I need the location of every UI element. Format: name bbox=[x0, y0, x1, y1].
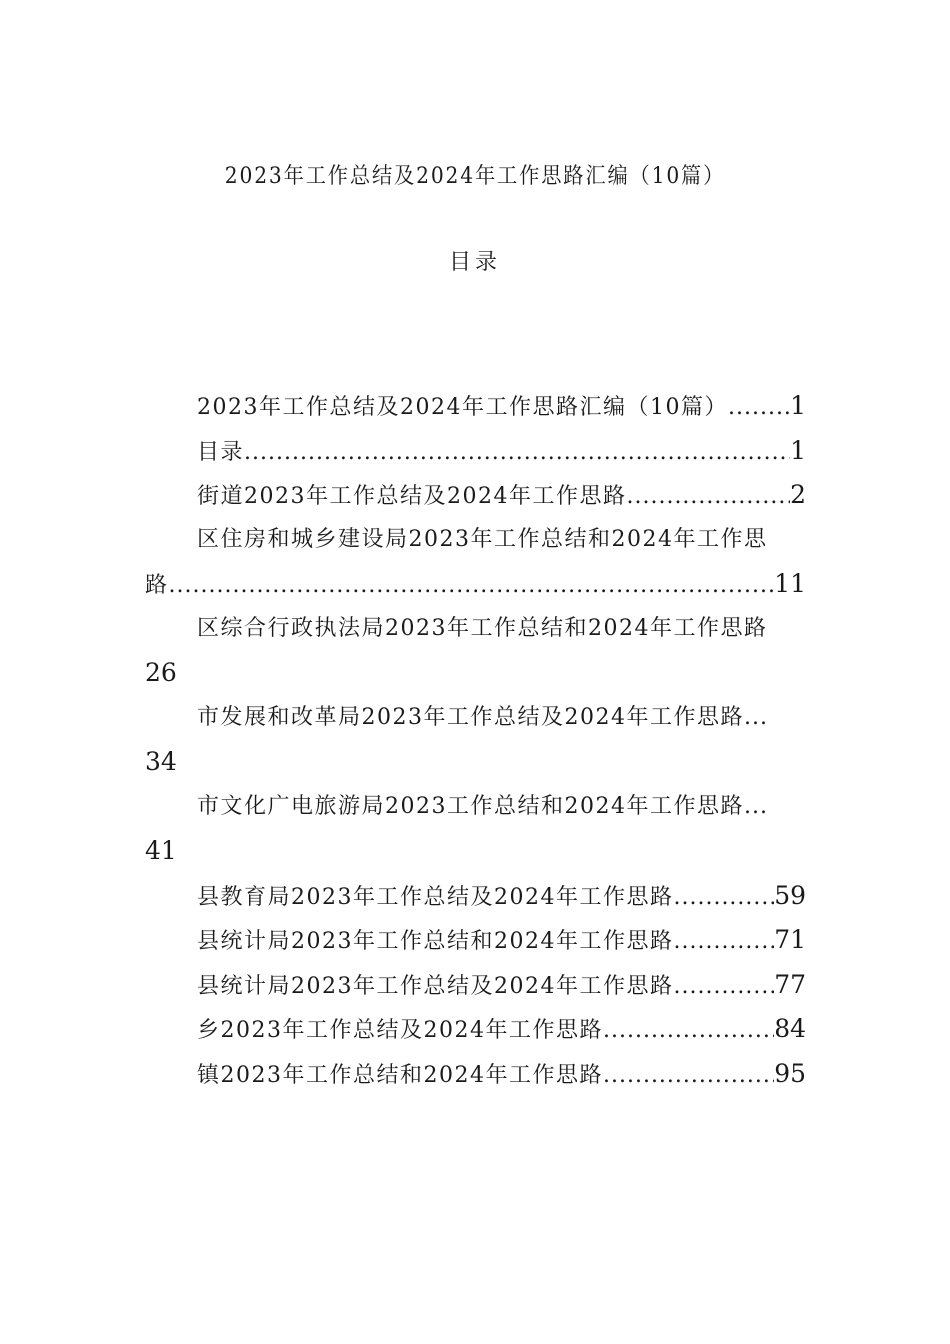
dot-leader bbox=[169, 564, 775, 607]
toc-entry-page: 71 bbox=[774, 925, 806, 954]
toc-entry-title: 乡2023年工作总结及2024年工作思路 bbox=[197, 1018, 603, 1043]
dot-leader: ... bbox=[743, 704, 768, 730]
toc-entry[interactable] bbox=[145, 518, 806, 607]
toc-entry-page: 34 bbox=[145, 747, 177, 776]
toc-entry-title: 县统计局2023年工作总结及2024年工作思路 bbox=[197, 973, 674, 999]
toc-entry-page: 2 bbox=[790, 480, 806, 509]
toc-entry[interactable] bbox=[145, 785, 806, 874]
toc-entry-title-continued: 路 bbox=[145, 573, 169, 598]
toc-entry[interactable] bbox=[145, 429, 806, 474]
toc-entry[interactable] bbox=[145, 874, 806, 919]
dot-leader bbox=[673, 965, 774, 1008]
dot-leader bbox=[603, 1009, 774, 1052]
toc-entry-page: 1 bbox=[790, 435, 806, 465]
toc-entry[interactable] bbox=[145, 1007, 806, 1052]
toc-entry-page: 1 bbox=[790, 391, 806, 420]
toc-entry-title: 县统计局2023年工作总结和2024年工作思路 bbox=[197, 929, 674, 954]
toc-entry[interactable] bbox=[145, 384, 806, 429]
toc-entry[interactable] bbox=[145, 963, 806, 1008]
toc-heading: 目录 bbox=[448, 250, 501, 275]
toc-entry-title: 市发展和改革局2023年工作总结及2024年工作思路 bbox=[197, 704, 744, 730]
toc-entry-page: 77 bbox=[774, 969, 806, 999]
toc-entry-title: 县教育局2023年工作总结及2024年工作思路 bbox=[197, 884, 674, 910]
dot-leader: ... bbox=[743, 793, 768, 819]
toc-entry[interactable] bbox=[145, 918, 806, 963]
table-of-contents bbox=[145, 384, 806, 1096]
toc-entry-title: 区综合行政执法局2023年工作总结和2024年工作思路 bbox=[197, 615, 768, 641]
toc-entry[interactable] bbox=[145, 696, 806, 785]
toc-entry-title: 区住房和城乡建设局2023年工作总结和2024年工作思 bbox=[197, 526, 768, 552]
dot-leader bbox=[728, 386, 790, 429]
toc-entry-page: 41 bbox=[145, 836, 177, 865]
toc-entry-title: 街道2023年工作总结及2024年工作思路 bbox=[197, 484, 627, 509]
toc-entry-title: 2023年工作总结及2024年工作思路汇编（10篇） bbox=[197, 395, 728, 420]
dot-leader bbox=[673, 876, 774, 919]
toc-entry-page: 84 bbox=[774, 1014, 806, 1043]
toc-entry-page: 11 bbox=[774, 569, 806, 598]
document-title: 2023年工作总结及2024年工作思路汇编（10篇） bbox=[224, 164, 726, 189]
toc-entry-title: 目录 bbox=[197, 439, 245, 465]
toc-entry-title: 市文化广电旅游局2023工作总结和2024年工作思路 bbox=[197, 793, 744, 819]
dot-leader bbox=[603, 1054, 774, 1097]
toc-entry-title: 镇2023年工作总结和2024年工作思路 bbox=[197, 1062, 603, 1088]
toc-entry-page: 59 bbox=[774, 880, 806, 910]
toc-entry[interactable] bbox=[145, 1052, 806, 1097]
dot-leader bbox=[626, 475, 790, 518]
dot-leader bbox=[244, 431, 790, 474]
dot-leader bbox=[673, 920, 774, 963]
toc-entry-page: 26 bbox=[145, 658, 177, 687]
toc-entry[interactable] bbox=[145, 473, 806, 518]
toc-entry-page: 95 bbox=[774, 1058, 806, 1088]
toc-entry[interactable] bbox=[145, 607, 806, 696]
